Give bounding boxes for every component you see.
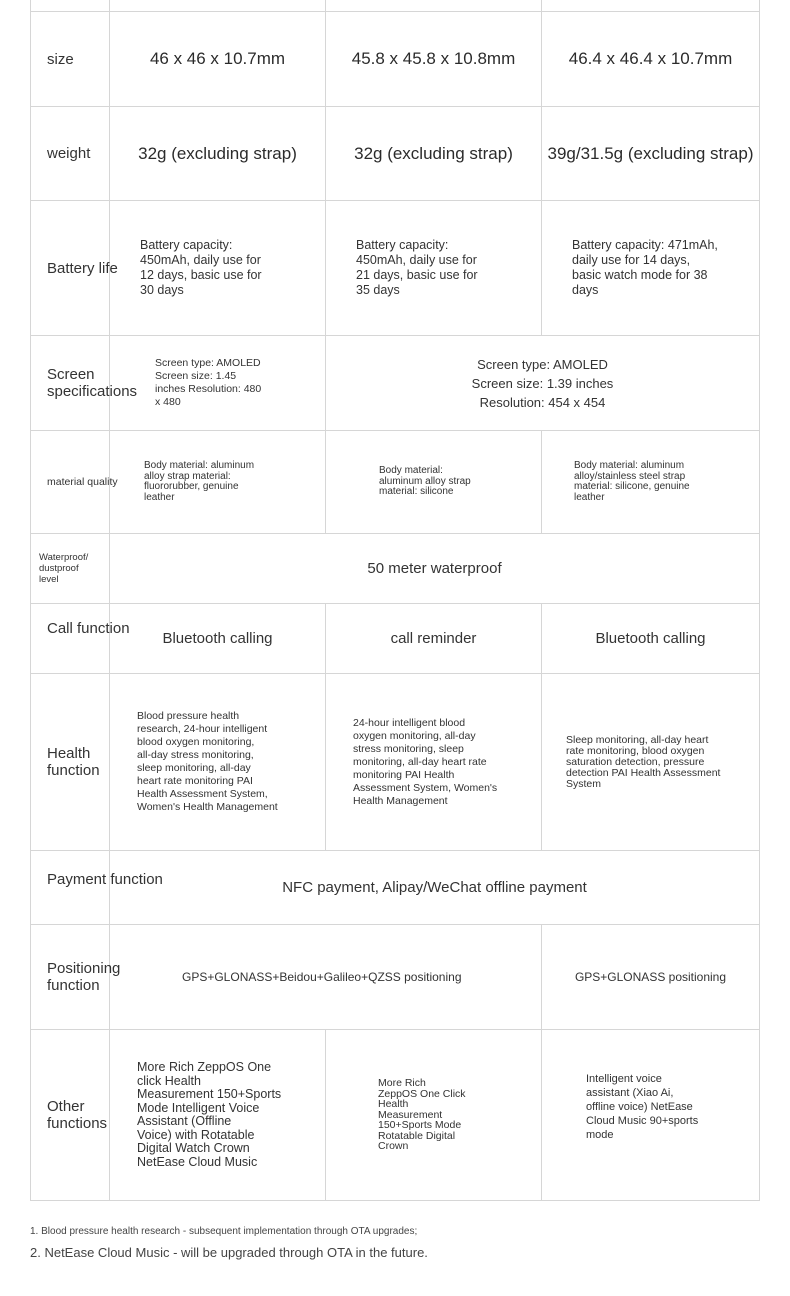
table-row-battery: [31, 201, 760, 336]
material-value-1: Body material: aluminum alloy strap material: fluororubber, genuine leather: [110, 431, 326, 534]
table-row-positioning: [31, 925, 760, 1030]
material-value-3: Body material: aluminum alloy/stainless steel strap material: silicone, genuine leather: [542, 431, 760, 534]
table-row-screen: [31, 336, 760, 431]
health-value-3: Sleep monitoring, all-day heart rate monitoring, blood oxygen saturation detection, pressure detection PAI Health Assessment System: [542, 674, 760, 851]
table-row-size: [31, 12, 760, 107]
table-row-health: [31, 674, 760, 851]
footnote-1: 1. Blood pressure health research - subsequent implementation through OTA upgrades;: [30, 1226, 418, 1237]
size-value-2: 45.8 x 45.8 x 10.8mm: [326, 12, 542, 107]
table-row-top-spacer: [31, 0, 760, 12]
row-label-material: material quality: [31, 431, 110, 534]
battery-value-3: Battery capacity: 471mAh, daily use for 14 days, basic watch mode for 38 days: [542, 201, 760, 336]
table-row-call: [31, 604, 760, 674]
table-row-waterproof: [31, 534, 760, 604]
weight-value-3: 39g/31.5g (excluding strap): [542, 107, 760, 201]
call-value-1: Bluetooth calling: [110, 604, 326, 674]
row-label-positioning: Positioning function: [31, 925, 110, 1030]
table-row-weight: [31, 107, 760, 201]
table-row-material: [31, 431, 760, 534]
table-row-payment: [31, 851, 760, 925]
footnote-2: 2. NetEase Cloud Music - will be upgraded through OTA in the future.: [30, 1245, 428, 1260]
size-value-1: 46 x 46 x 10.7mm: [110, 12, 326, 107]
row-label-screen: Screen specifications: [31, 336, 110, 431]
call-value-3: Bluetooth calling: [542, 604, 760, 674]
spec-comparison-table: [30, 0, 760, 1201]
row-label-weight: weight: [31, 107, 110, 201]
other-value-3: Intelligent voice assistant (Xiao Ai, offline voice) NetEase Cloud Music 90+sports mode: [542, 1030, 760, 1201]
other-value-2: More Rich ZeppOS One Click Health Measurement 150+Sports Mode Rotatable Digital Crown: [326, 1030, 542, 1201]
other-value-1: More Rich ZeppOS One click Health Measurement 150+Sports Mode Intelligent Voice Assistant (Offline Voice) with Rotatable Digital Watch Crown NetEase Cloud Music: [110, 1030, 326, 1201]
battery-value-2: Battery capacity: 450mAh, daily use for 21 days, basic use for 35 days: [326, 201, 542, 336]
row-label-waterproof: Waterproof/ dustproof level: [31, 534, 110, 604]
waterproof-value: 50 meter waterproof: [110, 534, 760, 604]
health-value-2: 24-hour intelligent blood oxygen monitoring, all-day stress monitoring, sleep monitoring, all-day heart rate monitoring PAI Health Assessment System, Women's Health Management: [326, 674, 542, 851]
positioning-value-1: GPS+GLONASS+Beidou+Galileo+QZSS positioning: [110, 925, 542, 1030]
weight-value-1: 32g (excluding strap): [110, 107, 326, 201]
footnotes: [30, 1226, 770, 1260]
battery-value-1: Battery capacity: 450mAh, daily use for 12 days, basic use for 30 days: [110, 201, 326, 336]
row-label-other: Other functions: [31, 1030, 110, 1201]
row-label-size: size: [31, 12, 110, 107]
weight-value-2: 32g (excluding strap): [326, 107, 542, 201]
payment-value: NFC payment, Alipay/WeChat offline payment: [110, 851, 760, 925]
row-label-battery: Battery life: [31, 201, 110, 336]
row-label-call: Call function: [31, 604, 110, 674]
screen-value-2: Screen type: AMOLED Screen size: 1.39 inches Resolution: 454 x 454: [326, 336, 760, 431]
table-row-other: [31, 1030, 760, 1201]
row-label-health: Health function: [31, 674, 110, 851]
material-value-2: Body material: aluminum alloy strap material: silicone: [326, 431, 542, 534]
positioning-value-2: GPS+GLONASS positioning: [542, 925, 760, 1030]
size-value-3: 46.4 x 46.4 x 10.7mm: [542, 12, 760, 107]
screen-value-1: Screen type: AMOLED Screen size: 1.45 inches Resolution: 480 x 480: [110, 336, 326, 431]
call-value-2: call reminder: [326, 604, 542, 674]
health-value-1: Blood pressure health research, 24-hour intelligent blood oxygen monitoring, all-day stress monitoring, sleep monitoring, all-day heart rate monitoring PAI Health Assessment System, Women's Health Management: [110, 674, 326, 851]
row-label-payment: Payment function: [31, 851, 110, 925]
